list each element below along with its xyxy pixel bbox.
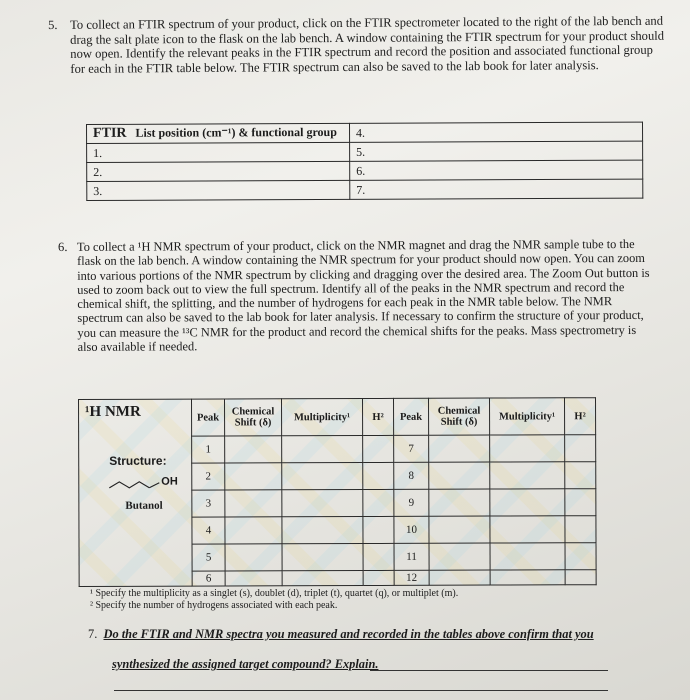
ftir-cell-right-4[interactable]	[350, 179, 643, 199]
nmr-header-peak-left: Peak	[192, 399, 225, 436]
nmr-multiplicity-input[interactable]	[490, 516, 565, 543]
nmr-peak-number: 2	[192, 463, 225, 490]
nmr-peak-number: 5	[192, 544, 225, 571]
question-7-number: 7.	[88, 627, 98, 641]
ftir-row-label: 1.	[93, 145, 103, 160]
nmr-h-input[interactable]	[565, 435, 596, 462]
nmr-shift-input[interactable]	[225, 571, 282, 586]
ftir-cell-left-1[interactable]	[87, 142, 350, 162]
nmr-h-input[interactable]	[363, 543, 394, 570]
oh-label: OH	[161, 475, 178, 488]
question-5-text: To collect an FTIR spectrum of your product, click on the FTIR spectrometer located to the right of the lab bench and drag the salt plate icon to the flask on the lab bench. A window containing the FTIR spectrum for your product should now open. Identify the relevant peaks in the FTIR spectrum and record the position and associated functional group for each in the FTIR table below. The FTIR spectrum can also be saved to the lab book for later analysis.	[69, 13, 665, 76]
ftir-row-label: 4.	[356, 125, 366, 140]
nmr-multiplicity-input[interactable]	[490, 489, 565, 516]
ftir-row-label: 3.	[93, 183, 103, 198]
answer-line-1[interactable]	[370, 670, 608, 671]
nmr-shift-input[interactable]	[429, 489, 490, 516]
nmr-header-multiplicity-left: Multiplicity¹	[282, 399, 363, 436]
question-7-text-line2: synthesized the assigned target compound? Explain.	[112, 657, 379, 671]
nmr-shift-input[interactable]	[429, 570, 490, 585]
nmr-multiplicity-input[interactable]	[282, 517, 363, 544]
nmr-h-input[interactable]	[363, 489, 394, 516]
answer-line-2[interactable]	[114, 690, 608, 691]
nmr-multiplicity-input[interactable]	[282, 571, 363, 586]
ftir-row-label: 7.	[356, 182, 366, 197]
nmr-peak-number: 11	[394, 543, 429, 570]
nmr-h-input[interactable]	[363, 570, 394, 585]
nmr-multiplicity-input[interactable]	[282, 544, 363, 571]
nmr-peak-number: 12	[394, 570, 429, 585]
ftir-cell-right-1[interactable]	[349, 122, 642, 142]
nmr-multiplicity-input[interactable]	[282, 463, 363, 490]
nmr-shift-input[interactable]	[225, 436, 282, 463]
nmr-shift-input[interactable]	[429, 543, 490, 570]
nmr-peak-number: 9	[394, 489, 429, 516]
nmr-multiplicity-input[interactable]	[490, 435, 565, 462]
nmr-peak-number: 8	[394, 462, 429, 489]
nmr-table	[78, 397, 597, 587]
ftir-header: List position (cm⁻¹) & functional group	[135, 124, 337, 140]
nmr-header-multiplicity-right: Multiplicity¹	[489, 398, 564, 435]
nmr-header-peak-right: Peak	[393, 398, 428, 435]
ftir-title: FTIR	[93, 125, 127, 141]
nmr-h-input[interactable]	[363, 516, 394, 543]
nmr-peak-number: 1	[192, 436, 225, 463]
nmr-shift-input[interactable]	[225, 544, 282, 571]
compound-name: Butanol	[125, 499, 163, 512]
nmr-shift-input[interactable]	[429, 435, 490, 462]
nmr-header-shift-left: Chemical Shift (δ)	[225, 399, 282, 436]
nmr-h-input[interactable]	[565, 489, 596, 516]
nmr-h-input[interactable]	[363, 462, 394, 489]
nmr-h-input[interactable]	[565, 462, 596, 489]
ftir-row-label: 5.	[356, 144, 366, 159]
footnotes	[90, 588, 458, 612]
footnote-hydrogens: ² Specify the number of hydrogens associated with each peak.	[90, 600, 338, 611]
question-6	[58, 236, 658, 354]
nmr-multiplicity-input[interactable]	[282, 490, 363, 517]
nmr-peak-number: 6	[192, 571, 225, 586]
question-6-number: 6.	[58, 239, 68, 254]
nmr-header-h-left: H²	[363, 398, 394, 435]
footnote-multiplicity: ¹ Specify the multiplicity as a singlet (s), doublet (d), triplet (t), quartet (q), or multiplet (m).	[90, 588, 459, 599]
question-7	[88, 627, 594, 642]
ftir-row-label: 2.	[93, 164, 103, 179]
nmr-h-input[interactable]	[565, 570, 596, 585]
nmr-header-h-right: H²	[564, 398, 595, 435]
nmr-shift-input[interactable]	[225, 517, 282, 544]
question-5	[48, 13, 668, 76]
ftir-cell-left-2[interactable]	[87, 161, 350, 181]
question-6-text: To collect a ¹H NMR spectrum of your product, click on the NMR magnet and drag the NMR sample tube to the flask on the lab bench. A window containing the NMR spectrum for your product should now open. You can zoom into various portions of the NMR spectrum by clicking and dragging over the desired area. The Zoom Out button is used to zoom back out to view the full spectrum. Identify all of the peaks in the NMR spectrum and record the chemical shift, the splitting, and the number of hydrogens for each peak in the NMR table below. The NMR spectrum can also be saved to the lab book for later analysis. If necessary to confirm the structure of your product, you can measure the ¹³C NMR for the product and record the chemical shifts for the peaks. Mass spectrometry is also available if needed.	[76, 236, 650, 354]
nmr-header-shift-right: Chemical Shift (δ)	[428, 398, 489, 435]
nmr-peak-number: 3	[192, 490, 225, 517]
nmr-peak-number: 10	[394, 516, 429, 543]
nmr-multiplicity-input[interactable]	[490, 570, 565, 585]
nmr-multiplicity-input[interactable]	[490, 543, 565, 570]
question-5-number: 5.	[48, 17, 58, 32]
ftir-table	[86, 122, 643, 201]
nmr-h-input[interactable]	[565, 516, 596, 543]
ftir-cell-right-3[interactable]	[350, 160, 643, 180]
question-7-text-line1: Do the FTIR and NMR spectra you measured and recorded in the tables above confirm that you	[103, 627, 594, 641]
nmr-peak-number: 7	[394, 435, 429, 462]
ftir-cell-left-3[interactable]	[87, 180, 350, 200]
ftir-header-cell	[87, 123, 350, 143]
nmr-shift-input[interactable]	[429, 462, 490, 489]
nmr-h-input[interactable]	[363, 435, 394, 462]
nmr-title: ¹H NMR	[85, 403, 141, 420]
nmr-shift-input[interactable]	[429, 516, 490, 543]
nmr-shift-input[interactable]	[225, 490, 282, 517]
nmr-h-input[interactable]	[565, 543, 596, 570]
nmr-peak-number: 4	[192, 517, 225, 544]
nmr-multiplicity-input[interactable]	[282, 436, 363, 463]
ftir-cell-right-2[interactable]	[350, 141, 643, 161]
nmr-multiplicity-input[interactable]	[490, 462, 565, 489]
structure-label: Structure:	[109, 453, 167, 468]
nmr-structure-cell	[79, 399, 193, 586]
ftir-row-label: 6.	[356, 163, 366, 178]
nmr-shift-input[interactable]	[225, 463, 282, 490]
